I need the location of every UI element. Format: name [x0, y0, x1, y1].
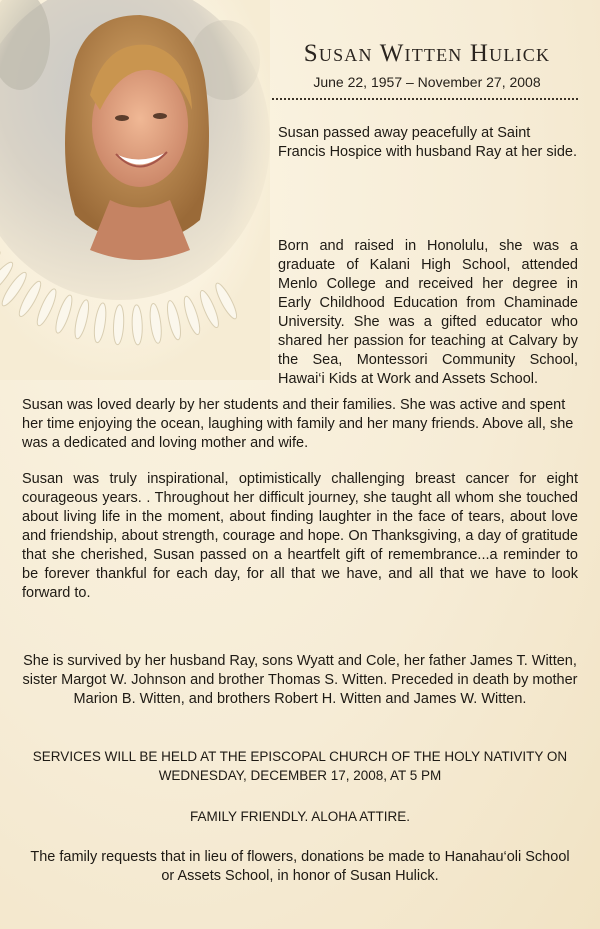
deceased-name: Susan Witten Hulick	[303, 40, 551, 67]
biography-paragraph: Born and raised in Honolulu, she was a graduate of Kalani High School, attended Menlo College and received her degree in Early Childhood Education from Chaminade University. She was a gifted educator who shared her passion for teaching at Calvary by the Sea, Montessori Community School, Hawai‘i Kids at Work and Assets School.	[278, 238, 578, 387]
attire-notice: FAMILY FRIENDLY. ALOHA ATTIRE.	[189, 809, 411, 824]
portrait-photo	[0, 0, 270, 380]
services-notice: SERVICES WILL BE HELD AT THE EPISCOPAL CHURCH OF THE HOLY NATIVITY ON WEDNESDAY, DECEMBER 17, 2008, AT 5 PM	[32, 749, 568, 783]
loved-paragraph: Susan was loved dearly by her students and their families. She was active and spent her time enjoying the ocean, laughing with family and her many friends. Above all, she was a dedicated and loving mother and wife.	[22, 397, 574, 451]
donations-notice: The family requests that in lieu of flowers, donations be made to Hanahau‘oli School or Assets School, in honor of Susan Hulick.	[30, 849, 570, 884]
life-dates: June 22, 1957 – November 27, 2008	[313, 74, 541, 90]
passing-paragraph: Susan passed away peacefully at Saint Francis Hospice with husband Ray at her side.	[278, 125, 578, 160]
inspiration-paragraph: Susan was truly inspirational, optimistically challenging breast cancer for eight courageous years. . Throughout her difficult journey, she taught all whom she touched about living life in the moment, about finding laughter in the face of tears, about love and friendship, about strength, courage and hope. On Thanksgiving, a day of gratitude that she cherished, Susan passed on a heartfelt gift of remembrance...a reminder to be forever thankful for each day, for all that we have, and all that we have to look forward to.	[22, 471, 578, 601]
survivors-paragraph: She is survived by her husband Ray, sons Wyatt and Cole, her father James T. Witten, sister Margot W. Johnson and brother Thomas S. Witten. Preceded in death by mother Marion B. Witten, and brothers Robert H. Witten and James W. Witten.	[22, 653, 578, 707]
dotted-divider	[272, 98, 578, 106]
